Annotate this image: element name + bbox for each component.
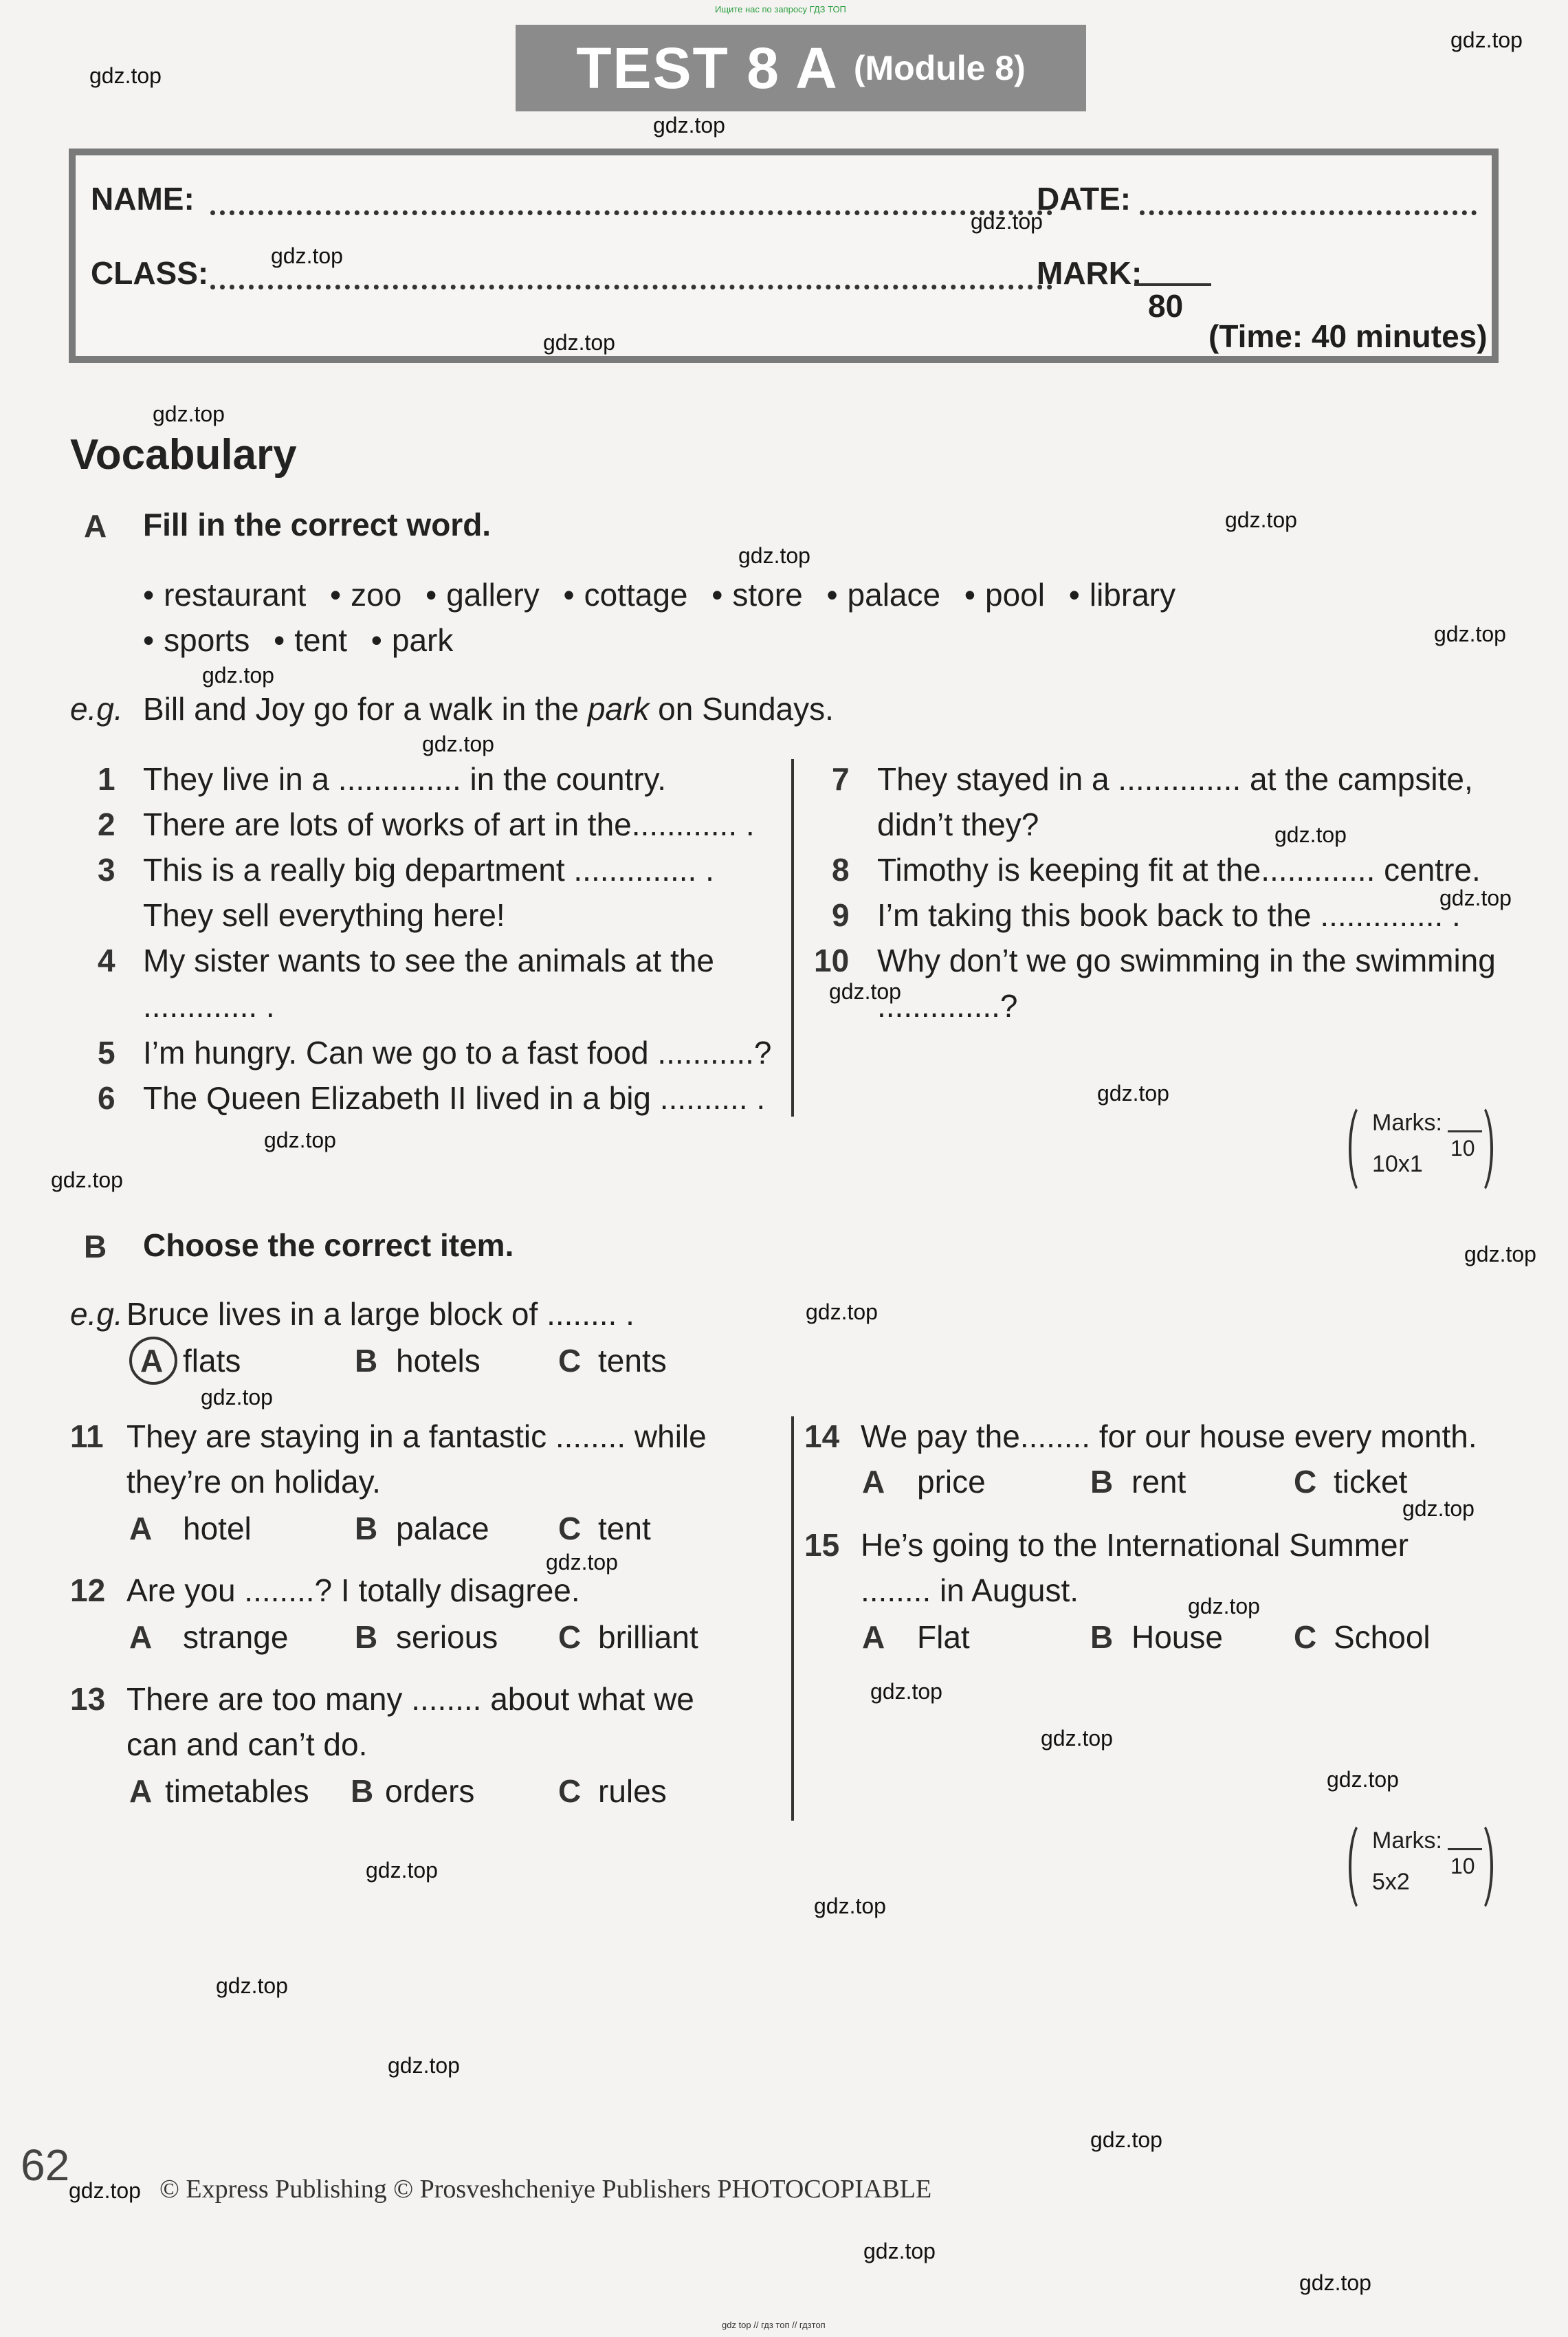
example-text: Bill and Joy go for a walk in the xyxy=(143,691,588,727)
option-text[interactable]: timetables xyxy=(165,1773,309,1809)
watermark: gdz.top xyxy=(1464,1242,1536,1266)
part-a-instruction: Fill in the correct word. xyxy=(143,507,492,542)
question-number: 14 xyxy=(804,1418,840,1454)
question-number: 15 xyxy=(804,1527,840,1563)
word-bank-line-2 xyxy=(143,622,453,659)
watermark: gdz.top xyxy=(1439,886,1512,910)
option-letter: B xyxy=(355,1343,378,1379)
word-bank-word: • tent xyxy=(274,622,347,658)
option-text[interactable]: strange xyxy=(183,1619,289,1655)
question-number: 8 xyxy=(832,852,850,888)
part-a-example-label: e.g. xyxy=(70,691,123,727)
question-number: 13 xyxy=(70,1681,106,1717)
question-text-continued: can and can’t do. xyxy=(126,1726,368,1762)
question-text[interactable]: I’m hungry. Can we go to a fast food ...........? xyxy=(143,1035,772,1071)
watermark: gdz.top xyxy=(971,209,1043,234)
class-label: CLASS: xyxy=(91,255,209,291)
column-divider xyxy=(791,759,794,1117)
option-text[interactable]: Flat xyxy=(917,1619,970,1655)
marks-label: Marks: xyxy=(1372,1110,1442,1136)
watermark: gdz.top xyxy=(201,1385,273,1409)
option-text[interactable]: palace xyxy=(396,1511,489,1546)
option-text[interactable]: ticket xyxy=(1334,1464,1408,1500)
marks-total: 10 xyxy=(1450,1136,1475,1161)
word-bank-word: • zoo xyxy=(330,577,401,613)
question-text[interactable]: This is a really big department .............. . xyxy=(143,852,714,888)
word-bank-word: • park xyxy=(371,622,454,658)
word-bank-line-1 xyxy=(143,576,1175,613)
watermark: gdz.top xyxy=(543,330,615,355)
word-bank-word: • library xyxy=(1069,577,1175,613)
question-number: 2 xyxy=(98,807,115,842)
part-b-instruction: Choose the correct item. xyxy=(143,1227,514,1263)
marks-multiplier: 10x1 xyxy=(1372,1151,1423,1177)
option-letter[interactable]: B xyxy=(355,1619,378,1655)
question-number: 6 xyxy=(98,1080,115,1116)
option-letter[interactable]: B xyxy=(1090,1464,1114,1500)
word-bank-word: • store xyxy=(711,577,802,613)
option-text[interactable]: School xyxy=(1334,1619,1431,1655)
watermark: gdz.top xyxy=(422,732,494,756)
marks-multiplier: 5x2 xyxy=(1372,1869,1410,1895)
question-number: 7 xyxy=(832,761,850,797)
test-module: (Module 8) xyxy=(853,49,1026,87)
option-text[interactable]: price xyxy=(917,1464,986,1500)
question-number: 3 xyxy=(98,852,115,888)
watermark: gdz.top xyxy=(69,2178,141,2203)
word-bank-word: • pool xyxy=(964,577,1045,613)
watermark: gdz.top xyxy=(814,1894,886,1918)
watermark: gdz.top xyxy=(202,663,274,688)
option-text[interactable]: House xyxy=(1131,1619,1223,1655)
watermark: gdz.top xyxy=(51,1167,123,1192)
option-letter[interactable]: C xyxy=(1294,1464,1317,1500)
test-title-banner xyxy=(516,25,1086,111)
marks-score-field[interactable] xyxy=(1448,1130,1482,1132)
word-bank-word: • gallery xyxy=(426,577,540,613)
question-text: There are too many ........ about what we xyxy=(126,1681,694,1717)
question-text[interactable]: The Queen Elizabeth II lived in a big .......... . xyxy=(143,1080,766,1116)
watermark: gdz.top xyxy=(653,113,725,138)
watermark: gdz.top xyxy=(806,1299,878,1324)
name-label: NAME: xyxy=(91,181,195,217)
watermark: gdz.top xyxy=(366,1858,438,1883)
question-number: 12 xyxy=(70,1572,106,1608)
part-a-example xyxy=(143,690,834,727)
question-text[interactable]: They live in a .............. in the country. xyxy=(143,761,667,797)
question-text[interactable]: They stayed in a .............. at the campsite, xyxy=(877,761,1473,797)
marks-box-a xyxy=(1349,1101,1493,1191)
option-letter[interactable]: A xyxy=(129,1619,153,1655)
watermark: gdz.top xyxy=(1225,507,1297,532)
top-note: Ищите нас по запросу ГДЗ ТОП xyxy=(715,4,846,14)
question-text[interactable]: Why don’t we go swimming in the swimming xyxy=(877,943,1496,978)
watermark: gdz.top xyxy=(1090,2127,1162,2152)
bottom-note: gdz top // гдз топ // гдзтоп xyxy=(722,2320,826,2330)
marks-score-field[interactable] xyxy=(1448,1848,1482,1850)
marks-box-b xyxy=(1349,1819,1493,1909)
copyright-line: © Express Publishing © Prosveshcheniye Publishers PHOTOCOPIABLE xyxy=(159,2175,932,2204)
question-number: 4 xyxy=(98,943,115,978)
question-text: We pay the........ for our house every month. xyxy=(861,1418,1477,1454)
option-letter[interactable]: B xyxy=(1090,1619,1114,1655)
mark-total: 80 xyxy=(1148,288,1184,324)
option-text[interactable]: tent xyxy=(598,1511,651,1546)
part-a-letter: A xyxy=(84,508,107,544)
watermark: gdz.top xyxy=(153,402,225,426)
watermark: gdz.top xyxy=(863,2239,936,2263)
option-letter[interactable]: B xyxy=(355,1511,378,1546)
option-text[interactable]: rent xyxy=(1131,1464,1186,1500)
watermark: gdz.top xyxy=(1097,1081,1169,1106)
question-text[interactable]: There are lots of works of art in the............ . xyxy=(143,807,755,842)
date-field[interactable] xyxy=(1140,210,1477,215)
word-bank-word: • sports xyxy=(143,622,250,658)
section-title-vocabulary: Vocabulary xyxy=(70,431,297,479)
question-text-continued: didn’t they? xyxy=(877,807,1039,842)
watermark: gdz.top xyxy=(1434,622,1506,646)
question-text-continued: They sell everything here! xyxy=(143,897,505,933)
option-letter: C xyxy=(558,1343,582,1379)
part-b-letter: B xyxy=(84,1229,107,1264)
option-letter[interactable]: C xyxy=(1294,1619,1317,1655)
mark-label: MARK: xyxy=(1037,255,1142,291)
option-letter[interactable]: C xyxy=(558,1619,582,1655)
date-label: DATE: xyxy=(1037,181,1131,217)
mark-field[interactable] xyxy=(1134,283,1211,286)
time-limit: (Time: 40 minutes) xyxy=(1208,318,1488,354)
question-number: 1 xyxy=(98,761,115,797)
word-bank-word: • cottage xyxy=(563,577,687,613)
watermark: gdz.top xyxy=(870,1679,942,1704)
watermark: gdz.top xyxy=(1188,1594,1260,1619)
watermark: gdz.top xyxy=(216,1973,288,1998)
word-bank-word: • palace xyxy=(826,577,940,613)
option-letter[interactable]: A xyxy=(129,1511,153,1546)
watermark: gdz.top xyxy=(1327,1767,1399,1792)
question-text-continued: ........ in August. xyxy=(861,1572,1079,1608)
watermark: gdz.top xyxy=(271,243,343,268)
watermark: gdz.top xyxy=(829,979,901,1004)
question-text[interactable]: I’m taking this book back to the .............. . xyxy=(877,897,1461,933)
option-text[interactable]: orders xyxy=(385,1773,475,1809)
question-text: He’s going to the International Summer xyxy=(861,1527,1409,1563)
option-letter[interactable]: C xyxy=(558,1511,582,1546)
option-letter[interactable]: B xyxy=(351,1773,374,1809)
question-text-continued[interactable]: ............. . xyxy=(143,988,275,1024)
watermark: gdz.top xyxy=(546,1550,618,1575)
question-text-continued: they’re on holiday. xyxy=(126,1464,381,1500)
watermark: gdz.top xyxy=(1274,822,1347,847)
option-text: hotels xyxy=(396,1343,481,1379)
column-divider xyxy=(791,1416,794,1821)
example-answer: park xyxy=(587,691,650,727)
example-text: on Sundays. xyxy=(649,691,834,727)
watermark: gdz.top xyxy=(1041,1726,1113,1751)
option-text[interactable]: rules xyxy=(598,1773,667,1809)
marks-label: Marks: xyxy=(1372,1828,1442,1854)
watermark: gdz.top xyxy=(89,63,162,88)
question-text-continued[interactable]: ..............? xyxy=(877,988,1018,1024)
question-text: Are you ........? I totally disagree. xyxy=(126,1572,580,1608)
part-b-example-label: e.g. xyxy=(70,1296,123,1332)
watermark: gdz.top xyxy=(1450,28,1523,52)
question-text[interactable]: My sister wants to see the animals at the xyxy=(143,943,714,978)
question-number: 5 xyxy=(98,1035,115,1071)
option-letter: A xyxy=(140,1343,164,1379)
option-text: tents xyxy=(598,1343,667,1379)
page-number: 62 xyxy=(21,2140,70,2190)
question-number: 11 xyxy=(70,1418,104,1454)
question-number: 9 xyxy=(832,897,850,933)
name-field[interactable] xyxy=(210,210,1052,215)
test-title: TEST 8 A xyxy=(576,35,839,100)
marks-total: 10 xyxy=(1450,1854,1475,1878)
watermark: gdz.top xyxy=(264,1128,336,1152)
watermark: gdz.top xyxy=(738,543,810,568)
question-text: They are staying in a fantastic ........ while xyxy=(126,1418,707,1454)
option-letter[interactable]: A xyxy=(129,1773,153,1809)
watermark: gdz.top xyxy=(1299,2270,1371,2295)
option-text[interactable]: brilliant xyxy=(598,1619,698,1655)
watermark: gdz.top xyxy=(1402,1496,1475,1521)
option-text[interactable]: hotel xyxy=(183,1511,252,1546)
question-text[interactable]: Timothy is keeping fit at the............. centre. xyxy=(877,852,1481,888)
option-text[interactable]: serious xyxy=(396,1619,498,1655)
option-letter[interactable]: A xyxy=(862,1464,885,1500)
word-bank-word: • restaurant xyxy=(143,577,306,613)
option-letter[interactable]: C xyxy=(558,1773,582,1809)
part-b-example-question: Bruce lives in a large block of ........ . xyxy=(126,1296,634,1332)
question-number: 10 xyxy=(814,943,850,978)
option-letter[interactable]: A xyxy=(862,1619,885,1655)
watermark: gdz.top xyxy=(388,2053,460,2078)
class-field[interactable] xyxy=(210,285,1052,289)
option-text: flats xyxy=(183,1343,241,1379)
